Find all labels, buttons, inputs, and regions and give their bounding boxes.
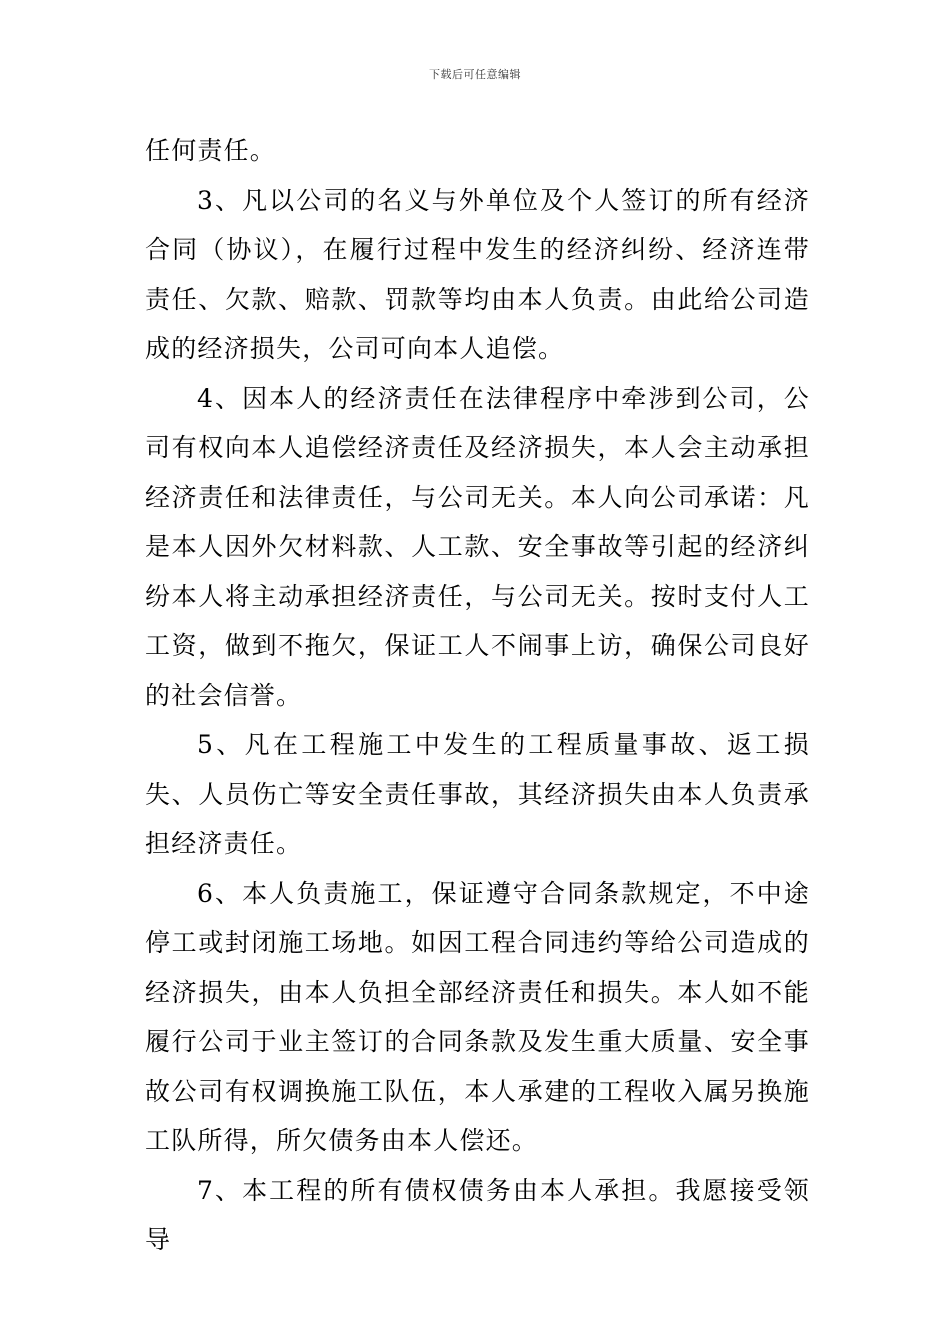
paragraph-continuation: 任何责任。 [145,136,277,165]
page-header: 下载后可任意编辑 [429,68,521,81]
paragraph-item-7: 7、本工程的所有债权债务由本人承担。我愿接受领导 [145,1175,810,1254]
document-body [145,126,810,1265]
paragraph-item-4: 4、因本人的经济责任在法律程序中牵涉到公司，公司有权向本人追偿经济责任及经济损失，本人会主动承担经济责任和法律责任，与公司无关。本人向公司承诺：凡是本人因外欠材料款、人工款、安全事故等引起的经济纠纷本人将主动承担经济责任，与公司无关。按时支付人工工资，做到不拖欠，保证工人不闹事上访，确保公司良好的社会信誉。 [145,383,810,710]
paragraph-item-5: 5、凡在工程施工中发生的工程质量事故、返工损失、人员伤亡等安全责任事故，其经济损失由本人负责承担经济责任。 [145,730,810,858]
paragraph-item-6: 6、本人负责施工，保证遵守合同条款规定，不中途停工或封闭施工场地。如因工程合同违约等给公司造成的经济损失，由本人负担全部经济责任和损失。本人如不能履行公司于业主签订的合同条款及发生重大质量、安全事故公司有权调换施工队伍，本人承建的工程收入属另换施工队所得，所欠债务由本人偿还。 [145,878,810,1155]
paragraph-item-3: 3、凡以公司的名义与外单位及个人签订的所有经济合同（协议），在履行过程中发生的经济纠纷、经济连带责任、欠款、赔款、罚款等均由本人负责。由此给公司造成的经济损失，公司可向本人追偿。 [145,185,810,363]
